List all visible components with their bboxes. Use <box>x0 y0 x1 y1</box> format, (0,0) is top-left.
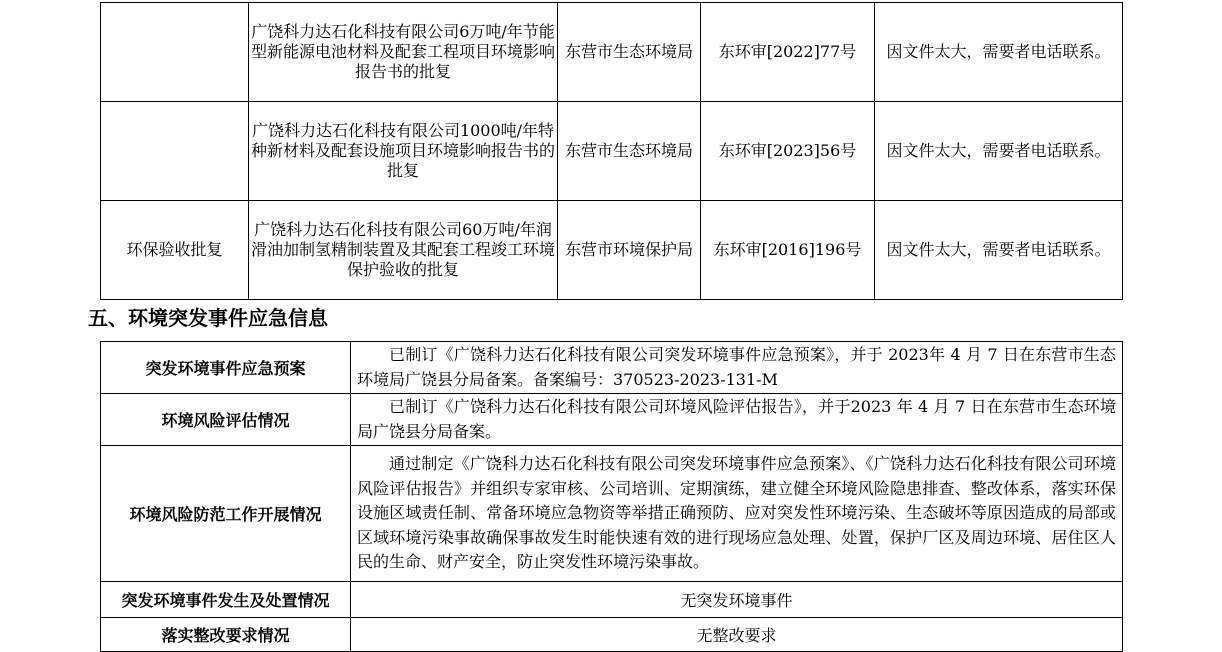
category-cell: 环保验收批复 <box>101 201 249 300</box>
row-value: 无突发环境事件 <box>351 582 1123 618</box>
row-label: 落实整改要求情况 <box>101 618 351 652</box>
row-value: 已制订《广饶科力达石化科技有限公司环境风险评估报告》，并于2023 年 4 月 7 日在东营市生态环境局广饶县分局备案。 <box>351 394 1123 446</box>
table-row <box>101 342 1123 394</box>
row-value: 无整改要求 <box>351 618 1123 652</box>
table-row <box>101 618 1123 652</box>
table-row <box>101 3 1123 102</box>
row-label: 突发环境事件发生及处置情况 <box>101 582 351 618</box>
row-label: 突发环境事件应急预案 <box>101 342 351 394</box>
row-value: 通过制定《广饶科力达石化科技有限公司突发环境事件应急预案》、《广饶科力达石化科技有限公司环境风险评估报告》并组织专家审核、公司培训、定期演练，建立健全环境风险隐患排查、整改体系，落实环保设施区域责任制、常备环境应急物资等举措正确预防、应对突发性环境污染、生态破坏等原因造成的局部或区域环境污染事故确保事故发生时能快速有效的进行现场应急处理、处置，保护厂区及周边环境、居住区人民的生命、财产安全，防止突发性环境污染事故。 <box>351 446 1123 582</box>
table-row <box>101 102 1123 201</box>
approvals-table <box>100 2 1123 300</box>
note-cell: 因文件太大，需要者电话联系。 <box>875 3 1123 102</box>
authority-cell: 东营市环境保护局 <box>558 201 701 300</box>
table-row <box>101 201 1123 300</box>
category-cell <box>101 102 249 201</box>
document-name-cell: 广饶科力达石化科技有限公司1000吨/年特种新材料及配套设施项目环境影响报告书的批复 <box>249 102 558 201</box>
authority-cell: 东营市生态环境局 <box>558 102 701 201</box>
table-row <box>101 394 1123 446</box>
document-name-cell: 广饶科力达石化科技有限公司6万吨/年节能型新能源电池材料及配套工程项目环境影响报告书的批复 <box>249 3 558 102</box>
emergency-info-table <box>100 341 1123 652</box>
doc-number-cell: 东环审[2023]56号 <box>701 102 875 201</box>
note-cell: 因文件太大，需要者电话联系。 <box>875 102 1123 201</box>
authority-cell: 东营市生态环境局 <box>558 3 701 102</box>
row-value: 已制订《广饶科力达石化科技有限公司突发环境事件应急预案》，并于 2023年 4 月 7 日在东营市生态环境局广饶县分局备案。备案编号：370523-2023-131-M <box>351 342 1123 394</box>
table-row <box>101 582 1123 618</box>
table-row <box>101 446 1123 582</box>
section-heading: 五、环境突发事件应急信息 <box>88 306 328 330</box>
note-cell: 因文件太大，需要者电话联系。 <box>875 201 1123 300</box>
row-label: 环境风险评估情况 <box>101 394 351 446</box>
doc-number-cell: 东环审[2016]196号 <box>701 201 875 300</box>
row-label: 环境风险防范工作开展情况 <box>101 446 351 582</box>
doc-number-cell: 东环审[2022]77号 <box>701 3 875 102</box>
category-cell <box>101 3 249 102</box>
document-name-cell: 广饶科力达石化科技有限公司60万吨/年润滑油加制氢精制装置及其配套工程竣工环境保护验收的批复 <box>249 201 558 300</box>
